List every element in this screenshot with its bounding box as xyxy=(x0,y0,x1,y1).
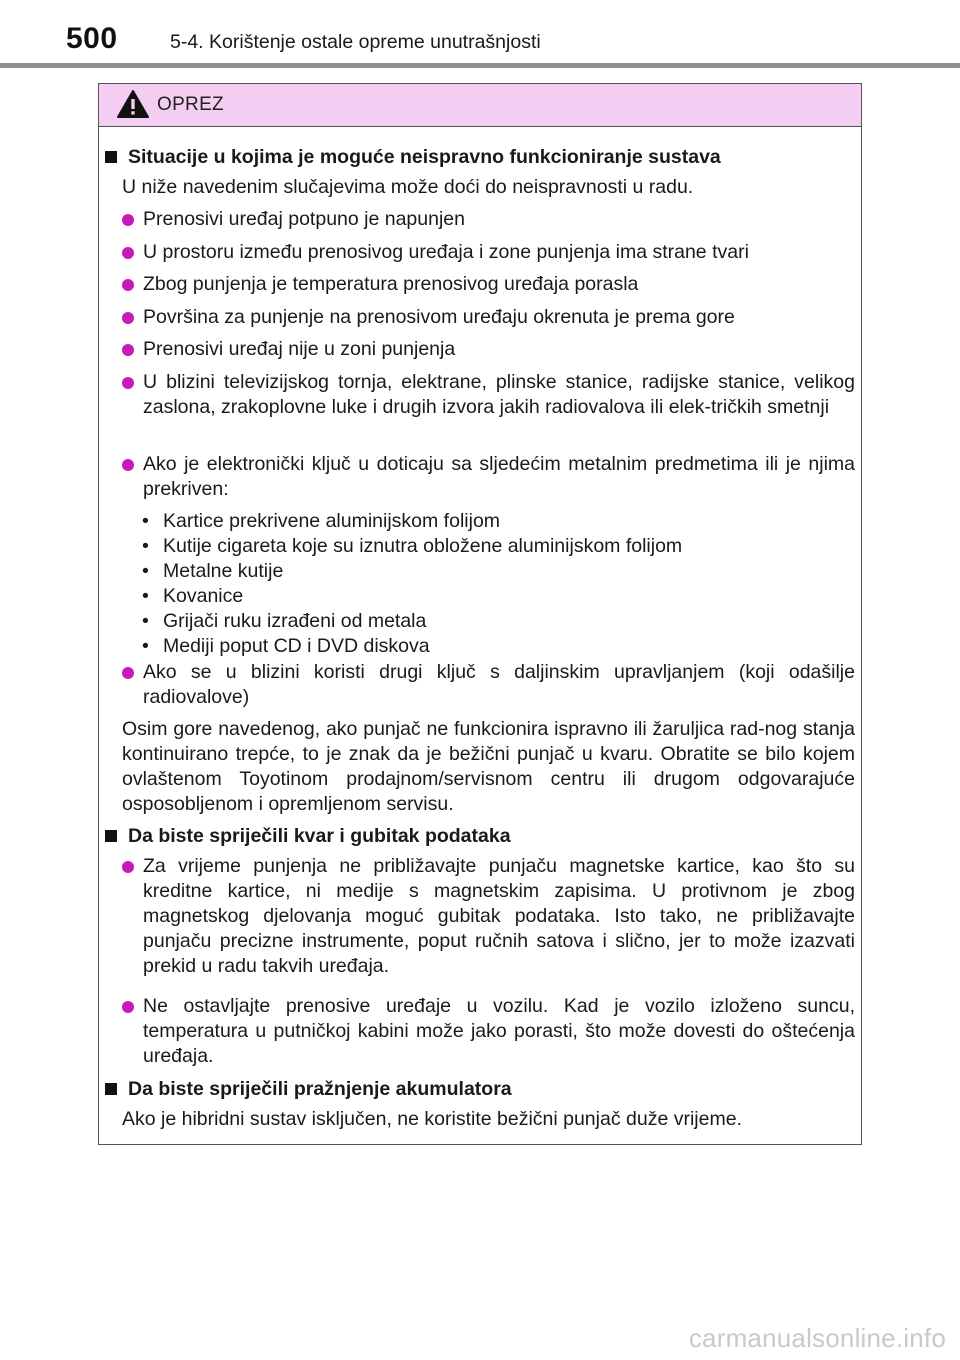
sub-list-item-text: Metalne kutije xyxy=(163,560,284,582)
list-item-text: Prenosivi uređaj potpuno je napunjen xyxy=(143,208,465,230)
round-bullet-icon xyxy=(122,377,134,389)
list-item-text: U prostoru između prenosivog uređaja i zone punjenja ima strane tvari xyxy=(143,241,749,263)
round-bullet-icon xyxy=(122,1001,134,1013)
caution-label: OPREZ xyxy=(157,94,224,115)
sub-bullet-marker: • xyxy=(142,535,149,557)
list-item-text: Ako je elektronički ključ u doticaju sa sljedećim metalnim predmetima ili je njima prekriven: xyxy=(143,453,855,500)
list-item-text: Površina za punjenje na prenosivom uređaju okrenuta je prema gore xyxy=(143,306,735,328)
paragraph: U niže navedenim slučajevima može doći do neispravnosti u radu. xyxy=(122,176,694,198)
round-bullet-icon xyxy=(122,214,134,226)
header-rule xyxy=(0,63,960,68)
heading-text: Da biste spriječili pražnjenje akumulatora xyxy=(128,1078,512,1100)
list-item-text: Ne ostavljajte prenosive uređaje u vozilu. Kad je vozilo izloženo suncu, temperatura u putničkoj kabini može jako porasti, što može dovesti do oštećenja uređaja. xyxy=(143,995,855,1067)
paragraph: Osim gore navedenog, ako punjač ne funkcionira ispravno ili žaruljica rad-nog stanja kontinuirano trepće, to je znak da je bežični punjač u kvaru. Obratite se bilo kojem ovlaštenom Toyotinom prodajnom/servisnom centru ili drugom odgovarajuće osposobljenom i opremljenom servisu. xyxy=(122,718,855,815)
page-number: 500 xyxy=(66,22,118,55)
round-bullet-icon xyxy=(122,459,134,471)
sub-list-item-text: Grijači ruku izrađeni od metala xyxy=(163,610,427,632)
round-bullet-icon xyxy=(122,344,134,356)
watermark: carmanualsonline.info xyxy=(688,1323,946,1353)
round-bullet-icon xyxy=(122,312,134,324)
warning-triangle-icon xyxy=(116,89,150,119)
sub-bullet-marker: • xyxy=(142,610,149,632)
paragraph: Ako je hibridni sustav isključen, ne koristite bežični punjač duže vrijeme. xyxy=(122,1108,742,1130)
square-bullet-icon xyxy=(105,1083,117,1095)
list-item-text: U blizini televizijskog tornja, elektrane, plinske stanice, radijske stanice, velikog zaslona, zrakoplovne luke i drugih izvora jakih radiovalova ili elek-tričkih smetnji xyxy=(143,371,855,418)
caution-box xyxy=(98,83,862,1145)
sub-bullet-marker: • xyxy=(142,560,149,582)
sub-list-item-text: Kutije cigareta koje su iznutra obložene aluminijskom folijom xyxy=(163,535,683,557)
list-item-text: Ako se u blizini koristi drugi ključ s daljinskim upravljanjem (koji odašilje radiovalove) xyxy=(143,661,855,708)
square-bullet-icon xyxy=(105,151,117,163)
heading-text: Situacije u kojima je moguće neispravno funkcioniranje sustava xyxy=(128,146,721,168)
round-bullet-icon xyxy=(122,247,134,259)
sub-bullet-marker: • xyxy=(142,585,149,607)
page-header xyxy=(0,0,960,70)
sub-bullet-marker: • xyxy=(142,635,149,657)
sub-bullet-marker: • xyxy=(142,510,149,532)
round-bullet-icon xyxy=(122,861,134,873)
heading-text: Da biste spriječili kvar i gubitak podataka xyxy=(128,825,511,847)
sub-list-item-text: Mediji poput CD i DVD diskova xyxy=(163,635,430,657)
round-bullet-icon xyxy=(122,667,134,679)
sub-list-item-text: Kovanice xyxy=(163,585,244,607)
list-item-text: Za vrijeme punjenja ne približavajte punjaču magnetske kartice, kao što su kreditne kartice, ni medije s magnetskim zapisima. U protivnom je zbog magnetskog djelovanja moguć gubitak podataka. Isto tako, ne približavajte punjaču precizne instrumente, poput ručnih satova i slično, jer to može izazvati prekid u radu takvih uređaja. xyxy=(143,855,855,977)
list-item-text: Prenosivi uređaj nije u zoni punjenja xyxy=(143,338,456,360)
list-item-text: Zbog punjenja je temperatura prenosivog uređaja porasla xyxy=(143,273,639,295)
section-title: 5-4. Korištenje ostale opreme unutrašnjosti xyxy=(170,31,541,53)
round-bullet-icon xyxy=(122,279,134,291)
square-bullet-icon xyxy=(105,830,117,842)
caution-header xyxy=(99,84,861,127)
sub-list-item-text: Kartice prekrivene aluminijskom folijom xyxy=(163,510,501,532)
